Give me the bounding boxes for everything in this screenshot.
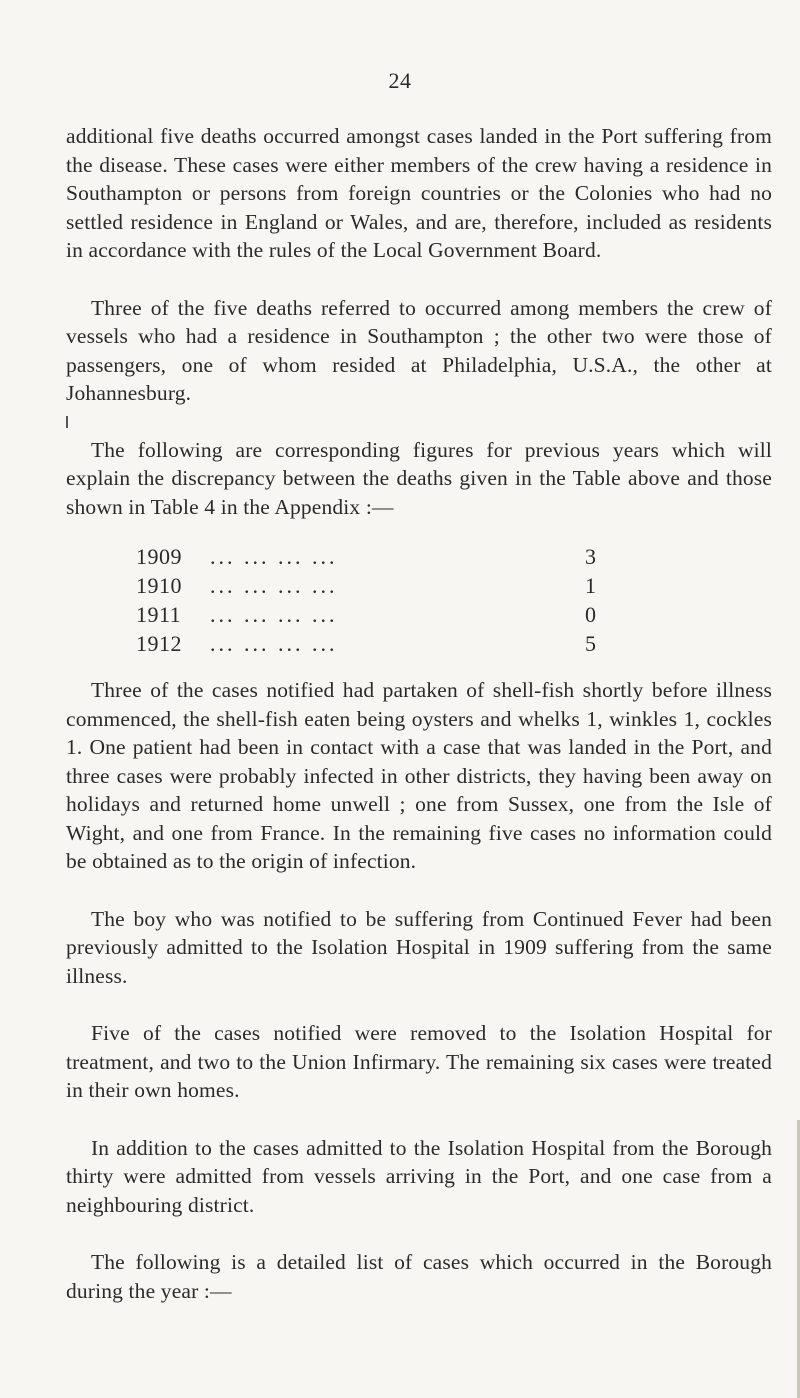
table-row: [136, 600, 596, 629]
leader-dots: ... ... ... ...: [210, 573, 338, 598]
paragraph-isolation-removal: Five of the cases notified were removed to the Isolation Hospital for treatment, and two to the Union Infirmary. The remaining six cases were treated in their own homes.: [66, 1021, 772, 1102]
stray-mark: [66, 408, 772, 436]
paragraph-five-deaths: Three of the five deaths referred to occurred among members the crew of vessels who had a residence in Southampton ; the other two were those of passengers, one of whom resided at Philadelphia, U.S.A., the other at Johannesburg.: [66, 295, 772, 405]
paragraph-detailed-list: The following is a detailed list of cases which occurred in the Borough during the year :—: [66, 1250, 772, 1303]
paragraph-continued-fever: The boy who was notified to be suffering from Continued Fever had been previously admitted to the Isolation Hospital in 1909 suffering from the same illness.: [66, 906, 772, 988]
paragraph-previous-years: The following are corresponding figures for previous years which will explain the discrepancy between the deaths given in the Table above and those shown in Table 4 in the Appendix :—: [66, 437, 772, 519]
leader-dots: ... ... ... ...: [210, 544, 338, 569]
table-row: [136, 542, 596, 571]
year-cell: 1909: [136, 544, 182, 569]
count-cell: 5: [585, 631, 596, 656]
leader-dots: ... ... ... ...: [210, 631, 338, 656]
page-body: [66, 122, 772, 1305]
table-row: [136, 629, 596, 658]
table-row: [136, 571, 596, 600]
paragraph-admissions: In addition to the cases admitted to the Isolation Hospital from the Borough thirty were admitted from vessels arriving in the Port, and one case from a neighbouring district.: [66, 1135, 772, 1217]
year-figures-table: [136, 542, 596, 658]
count-cell: 3: [585, 544, 596, 569]
count-cell: 1: [585, 573, 596, 598]
year-cell: 1911: [136, 602, 182, 627]
leader-dots: ... ... ... ...: [210, 602, 338, 627]
year-cell: 1912: [136, 631, 182, 656]
paragraph-shell-fish: Three of the cases notified had partaken of shell-fish shortly before illness commenced, the shell-fish eaten being oysters and whelks 1, winkles 1, cockles 1. One patient had been in contact with a case that was landed in the Port, and three cases were probably infected in other districts, they having been away on holidays and returned home unwell ; one from Sussex, one from the Isle of Wight, and one from France. In the remaining five cases no information could be obtained as to the origin of infection.: [66, 678, 772, 873]
count-cell: 0: [585, 602, 596, 627]
year-cell: 1910: [136, 573, 182, 598]
paragraph-deaths-landed: additional five deaths occurred amongst cases landed in the Port suffering from the disease. These cases were either members of the crew having a residence in Southampton or persons from foreign countries or the Colonies who had no settled residence in England or Wales, and are, therefore, included as residents in accordance with the rules of the Local Government Board.: [66, 124, 772, 262]
page-number: 24: [388, 68, 412, 93]
